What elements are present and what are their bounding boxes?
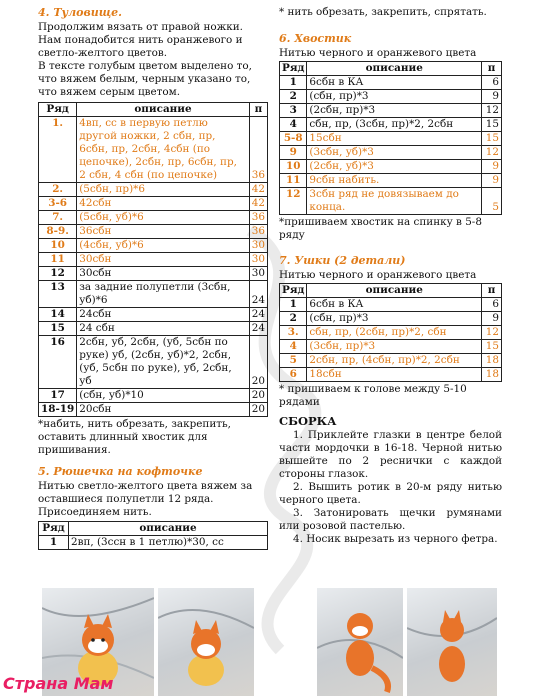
row-stitch-count: 36 [249, 210, 267, 224]
assembly-step-3: 3. Затонировать щечки румянами или розовой пастелью. [279, 506, 502, 532]
row-description: 4вп, сс в первую петлю другой ножки, 2 сбн, пр, 6сбн, пр, 2сбн, 4сбн (по цепочке), 2сбн, пр, 6сбн, пр, 2 сбн, 4 сбн (по цепочке) [77, 116, 250, 182]
row-stitch-count: 9 [482, 89, 502, 103]
row-number: 1. [39, 116, 77, 182]
row-number: 11 [39, 252, 77, 266]
table-row [39, 210, 268, 224]
assembly-title: СБОРКА [279, 413, 337, 428]
row-stitch-count: 6 [482, 75, 502, 89]
header-row: Ряд [39, 102, 77, 116]
table-row [280, 367, 502, 381]
body-note: *набить, нить обрезать, закрепить, оставить длинный хвостик для пришивания. [38, 417, 231, 456]
row-number: 1 [280, 297, 307, 311]
row-number: 10 [280, 159, 307, 173]
row-description: 24 сбн [77, 321, 250, 335]
row-description: (сбн, уб)*10 [77, 388, 250, 402]
assembly-step-4: 4. Носик вырезать из черного фетра. [293, 532, 498, 545]
header-description: описание [77, 102, 250, 116]
header-count: п [249, 102, 267, 116]
site-logo: Страна Мам [3, 674, 114, 693]
fox-toy-photo [317, 588, 403, 696]
row-number: 3 [280, 103, 307, 117]
row-number: 6 [280, 367, 307, 381]
row-stitch-count: 6 [482, 297, 502, 311]
row-number: 10 [39, 238, 77, 252]
row-description: 3сбн ряд не довязываем до конца. [307, 187, 482, 214]
row-stitch-count: 9 [482, 173, 502, 187]
row-number: 15 [39, 321, 77, 335]
row-number: 8-9. [39, 224, 77, 238]
table-row [280, 325, 502, 339]
row-number: 1 [39, 535, 69, 549]
header-count: п [482, 61, 502, 75]
row-description: сбн, пр, (3сбн, пр)*2, 2сбн [307, 117, 482, 131]
row-stitch-count: 15 [482, 339, 502, 353]
header-row: Ряд [280, 61, 307, 75]
table-row [280, 103, 502, 117]
fox-toy-photo [158, 588, 254, 696]
row-description: 2вп, (3ссн в 1 петлю)*30, сс [69, 535, 268, 549]
row-description: 2сбн, пр, (4сбн, пр)*2, 2сбн [307, 353, 482, 367]
row-description: 9сбн набить. [307, 173, 482, 187]
row-number: 17 [39, 388, 77, 402]
table-row [39, 238, 268, 252]
table-row [39, 196, 268, 210]
row-stitch-count: 12 [482, 145, 502, 159]
table-row [280, 173, 502, 187]
left-column [38, 6, 268, 550]
table-row [280, 159, 502, 173]
table-row [39, 307, 268, 321]
row-description: 36сбн [77, 224, 250, 238]
row-stitch-count: 24 [249, 280, 267, 307]
table-row [39, 182, 268, 196]
table-row [39, 224, 268, 238]
row-stitch-count: 36 [249, 224, 267, 238]
row-description: (сбн, пр)*3 [307, 89, 482, 103]
row-description: (2сбн, пр)*3 [307, 103, 482, 117]
row-number: 11 [280, 173, 307, 187]
row-stitch-count: 9 [482, 159, 502, 173]
header-description: описание [307, 283, 482, 297]
row-description: (сбн, пр)*3 [307, 311, 482, 325]
row-description: 6сбн в КА [307, 75, 482, 89]
row-stitch-count: 12 [482, 325, 502, 339]
row-number: 1 [280, 75, 307, 89]
row-number: 5 [280, 353, 307, 367]
table-row [280, 353, 502, 367]
table-row [280, 89, 502, 103]
row-stitch-count: 36 [249, 116, 267, 182]
row-description: за задние полупетли (3сбн, уб)*6 [77, 280, 250, 307]
table-row [39, 280, 268, 307]
row-number: 18-19 [39, 402, 77, 416]
table-row [280, 297, 502, 311]
assembly-step-1: 1. Приклейте глазки в центре белой части мордочки в 16-18. Черной нитью вышейте по 2 реснички с каждой стороны глазок. [279, 428, 502, 480]
header-row: Ряд [39, 521, 69, 535]
header-description: описание [307, 61, 482, 75]
row-description: 15сбн [307, 131, 482, 145]
row-number: 4 [280, 117, 307, 131]
ears-note: * пришиваем к голове между 5-10 рядами [279, 382, 467, 408]
table-row [39, 535, 268, 549]
tail-note: *пришиваем хвостик на спинку в 5-8 ряду [279, 215, 482, 241]
row-description: (2сбн, уб)*3 [307, 159, 482, 173]
table-row [280, 117, 502, 131]
row-description: (3сбн, пр)*3 [307, 339, 482, 353]
table-row [39, 321, 268, 335]
row-description: (5сбн, уб)*6 [77, 210, 250, 224]
row-stitch-count: 20 [249, 402, 267, 416]
row-description: 20сбн [77, 402, 250, 416]
table-row [280, 131, 502, 145]
table-row [39, 116, 268, 182]
row-stitch-count: 42 [249, 182, 267, 196]
body-intro-3: В тексте голубым цветом выделено то, что вяжем белым, черным указано то, что вяжем серым цветом. [38, 59, 252, 98]
row-stitch-count: 30 [249, 266, 267, 280]
row-number: 2. [39, 182, 77, 196]
row-description: 42сбн [77, 196, 250, 210]
row-stitch-count: 30 [249, 238, 267, 252]
row-number: 16 [39, 335, 77, 388]
row-stitch-count: 42 [249, 196, 267, 210]
row-number: 9 [280, 145, 307, 159]
table-row [280, 75, 502, 89]
assembly-step-2: 2. Вышить ротик в 20-м ряду нитью черного цвета. [279, 480, 502, 506]
ears-intro: Нитью черного и оранжевого цвета [279, 268, 477, 281]
table-row [280, 339, 502, 353]
row-stitch-count: 24 [249, 321, 267, 335]
table-row [39, 266, 268, 280]
row-stitch-count: 15 [482, 117, 502, 131]
row-number: 2 [280, 311, 307, 325]
tail-intro: Нитью черного и оранжевого цвета [279, 46, 477, 59]
section-title-ears: 7. Ушки (2 детали) [279, 253, 406, 267]
header-count: п [482, 283, 502, 297]
row-stitch-count: 20 [249, 388, 267, 402]
row-stitch-count: 30 [249, 252, 267, 266]
row-stitch-count: 18 [482, 353, 502, 367]
row-number: 5-8 [280, 131, 307, 145]
row-number: 3. [280, 325, 307, 339]
section-title-body: 4. Туловище. [38, 6, 122, 19]
header-row: Ряд [280, 283, 307, 297]
table-row [280, 145, 502, 159]
row-stitch-count: 15 [482, 131, 502, 145]
row-description: сбн, пр, (2сбн, пр)*2, сбн [307, 325, 482, 339]
row-number: 3-6 [39, 196, 77, 210]
row-description: 6сбн в КА [307, 297, 482, 311]
row-number: 4 [280, 339, 307, 353]
row-number: 2 [280, 89, 307, 103]
table-row [280, 311, 502, 325]
row-number: 13 [39, 280, 77, 307]
row-number: 14 [39, 307, 77, 321]
row-stitch-count: 24 [249, 307, 267, 321]
row-description: (5сбн, пр)*6 [77, 182, 250, 196]
table-row [280, 187, 502, 214]
row-stitch-count: 12 [482, 103, 502, 117]
section-title-frill: 5. Рюшечка на кофточке [38, 464, 203, 478]
section-title-tail: 6. Хвостик [279, 32, 352, 45]
row-number: 12 [280, 187, 307, 214]
right-column [279, 6, 502, 546]
row-stitch-count: 20 [249, 335, 267, 388]
tail-top-note: * нить обрезать, закрепить, спрятать. [279, 6, 487, 18]
row-description: 2сбн, уб, 2сбн, (уб, 5сбн по руке) уб, (2сбн, уб)*2, 2сбн, (уб, 5сбн по руке), уб, 2сбн, уб [77, 335, 250, 388]
table-row [39, 252, 268, 266]
row-stitch-count: 18 [482, 367, 502, 381]
tail-table [279, 61, 502, 215]
row-number: 12 [39, 266, 77, 280]
body-intro-1: Продолжим вязать от правой ножки. [38, 20, 243, 33]
table-row [39, 402, 268, 416]
row-stitch-count: 9 [482, 311, 502, 325]
ears-table [279, 283, 502, 382]
header-description: описание [69, 521, 268, 535]
frill-intro-2: Присоединяем нить. [38, 505, 152, 518]
body-table [38, 102, 268, 417]
frill-table [38, 521, 268, 550]
body-intro-2: Нам понадобится нить оранжевого и светло-желтого цветов. [38, 33, 243, 59]
row-description: 18сбн [307, 367, 482, 381]
row-description: 24сбн [77, 307, 250, 321]
row-number: 7. [39, 210, 77, 224]
table-row [39, 335, 268, 388]
frill-intro-1: Нитью светло-желтого цвета вяжем за оставшиеся полупетли 12 ряда. [38, 479, 253, 505]
table-row [39, 388, 268, 402]
row-stitch-count: 5 [482, 187, 502, 214]
row-description: 30сбн [77, 252, 250, 266]
row-description: (3сбн, уб)*3 [307, 145, 482, 159]
row-description: (4сбн, уб)*6 [77, 238, 250, 252]
fox-toy-photo [407, 588, 497, 696]
row-description: 30сбн [77, 266, 250, 280]
